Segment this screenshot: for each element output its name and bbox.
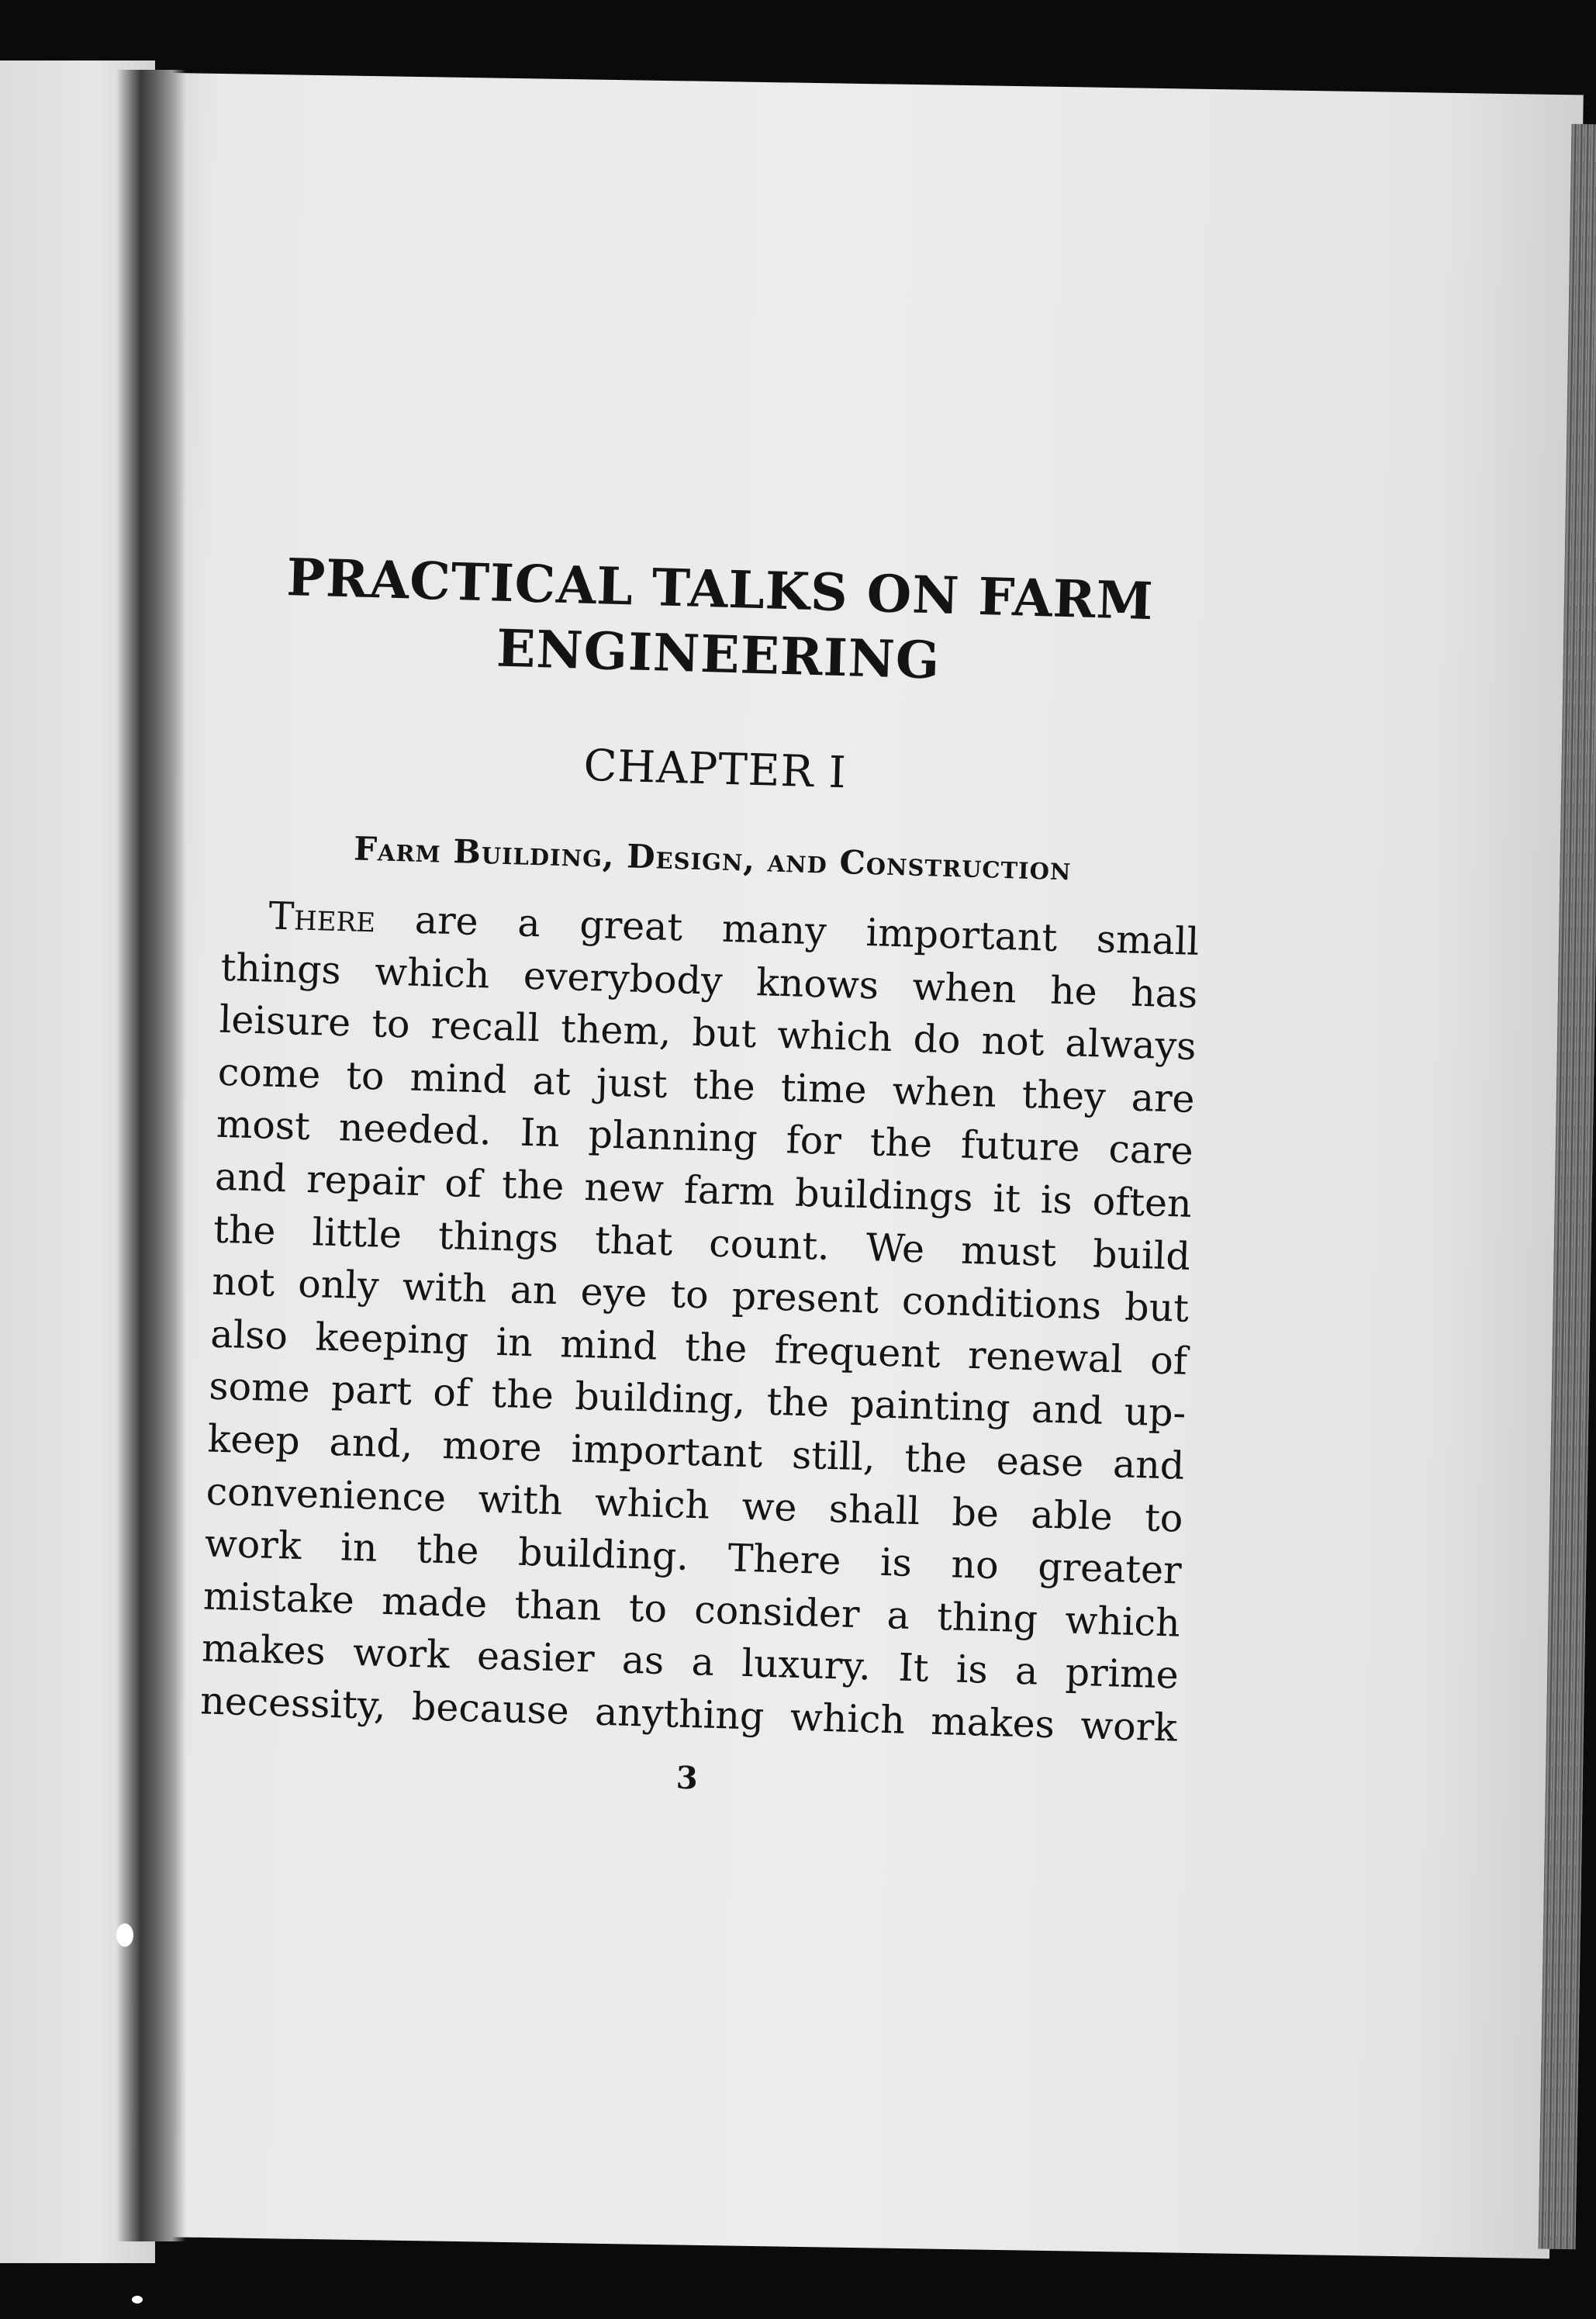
binding-gutter bbox=[116, 70, 186, 2241]
body-line: There are a great many important small bbox=[268, 893, 1200, 964]
body-line: convenience with which we shall be able to bbox=[206, 1469, 1184, 1541]
section-title: Farm Building, Design, and Construction bbox=[353, 829, 1073, 888]
body-line: not only with an eye to present conditions but bbox=[211, 1259, 1190, 1331]
body-line: come to mind at just the time when they are bbox=[217, 1049, 1196, 1121]
body-line: some part of the building, the painting and up- bbox=[208, 1363, 1187, 1436]
body-line: and repair of the new farm buildings it is often bbox=[214, 1154, 1193, 1226]
body-line: most needed. In planning for the future care bbox=[216, 1102, 1194, 1174]
body-line: makes work easier as a luxury. It is a prime bbox=[201, 1626, 1180, 1698]
page-number: 3 bbox=[675, 1759, 699, 1796]
book-title-line-1: PRACTICAL TALKS ON FARM bbox=[285, 546, 1155, 632]
body-line: the little things that count. We must build bbox=[212, 1207, 1191, 1279]
body-line: things which everybody knows when he has bbox=[219, 945, 1199, 1017]
body-line: leisure to recall them, but which do not always bbox=[219, 997, 1197, 1070]
body-paragraph bbox=[199, 889, 1200, 1754]
body-line: mistake made than to consider a thing which bbox=[202, 1574, 1181, 1646]
lead-word: There bbox=[268, 893, 376, 942]
body-line: also keeping in mind the frequent renewal of bbox=[209, 1312, 1188, 1384]
dust-speck bbox=[132, 2296, 143, 2303]
body-line: keep and, more important still, the ease and bbox=[206, 1416, 1186, 1488]
body-line: work in the building. There is no greater bbox=[204, 1521, 1183, 1593]
dust-speck bbox=[116, 1923, 133, 1947]
chapter-heading: CHAPTER I bbox=[582, 740, 848, 799]
page-content bbox=[198, 543, 1209, 1809]
body-line: necessity, because anything which makes work bbox=[199, 1678, 1178, 1750]
book-title-line-2: ENGINEERING bbox=[496, 617, 941, 691]
book-title bbox=[229, 543, 1209, 700]
